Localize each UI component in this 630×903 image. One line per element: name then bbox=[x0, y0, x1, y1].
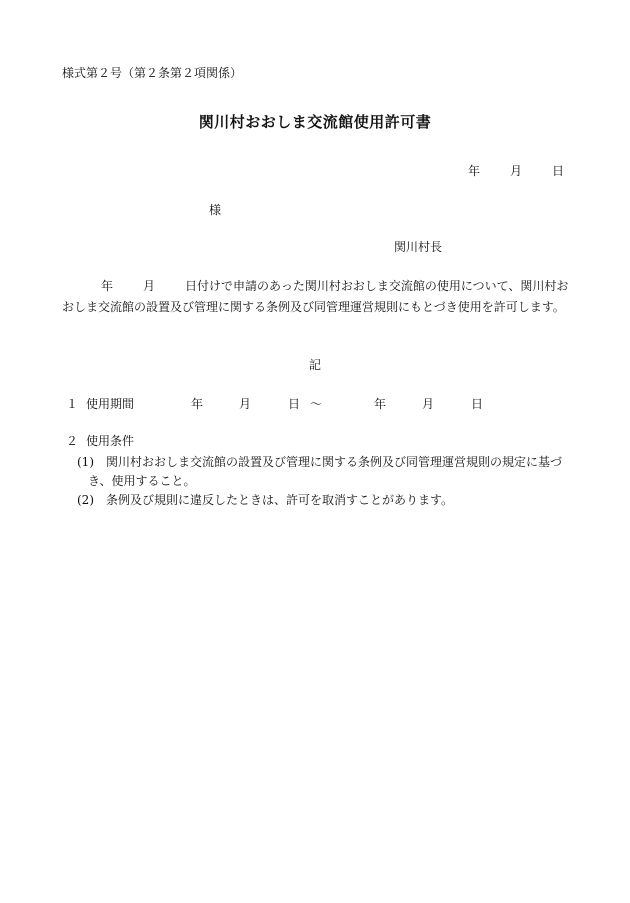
issuer-name: 関川村長 bbox=[394, 240, 443, 254]
period-number: １ bbox=[66, 397, 79, 411]
usage-conditions-heading bbox=[66, 434, 134, 448]
period-start-day: 日 bbox=[288, 397, 301, 411]
conditions-label: 使用条件 bbox=[86, 434, 135, 448]
condition-item-2: (2) 条例及び規則に違反したときは、許可を取消すことがあります。 bbox=[77, 493, 454, 507]
period-end-day: 日 bbox=[471, 397, 484, 411]
period-end-month: 月 bbox=[422, 397, 435, 411]
body-line1-text: 日付けで申請のあった関川村おおしま交流館の使用について、関川村お bbox=[185, 279, 569, 293]
date-year-label: 年 bbox=[468, 164, 481, 178]
body-year-label: 年 bbox=[101, 279, 114, 293]
period-label: 使用期間 bbox=[86, 397, 135, 411]
condition-item-1-line2: き、使用すること。 bbox=[88, 474, 196, 488]
body-month-label: 月 bbox=[143, 279, 156, 293]
body-text-line1 bbox=[101, 279, 568, 293]
form-number: 様式第２号（第２条第２項関係） bbox=[62, 66, 243, 80]
period-start-year: 年 bbox=[191, 397, 204, 411]
addressee-suffix: 様 bbox=[209, 203, 222, 217]
period-tilde: ～ bbox=[310, 397, 323, 411]
condition-item-1-line1: (1) 関川村おおしま交流館の設置及び管理に関する条例及び同管理運営規則の規定に基づ bbox=[77, 455, 563, 469]
issue-date-line bbox=[468, 164, 564, 178]
body-text-line2: おしま交流館の設置及び管理に関する条例及び同管理運営規則にもとづき使用を許可します。 bbox=[62, 300, 565, 314]
ki-heading: 記 bbox=[308, 358, 321, 372]
period-end-year: 年 bbox=[374, 397, 387, 411]
document-title: 関川村おおしま交流館使用許可書 bbox=[198, 113, 432, 131]
date-month-label: 月 bbox=[510, 164, 523, 178]
period-start-month: 月 bbox=[239, 397, 252, 411]
conditions-number: ２ bbox=[66, 434, 79, 448]
usage-period-row bbox=[66, 397, 483, 411]
date-day-label: 日 bbox=[552, 164, 565, 178]
